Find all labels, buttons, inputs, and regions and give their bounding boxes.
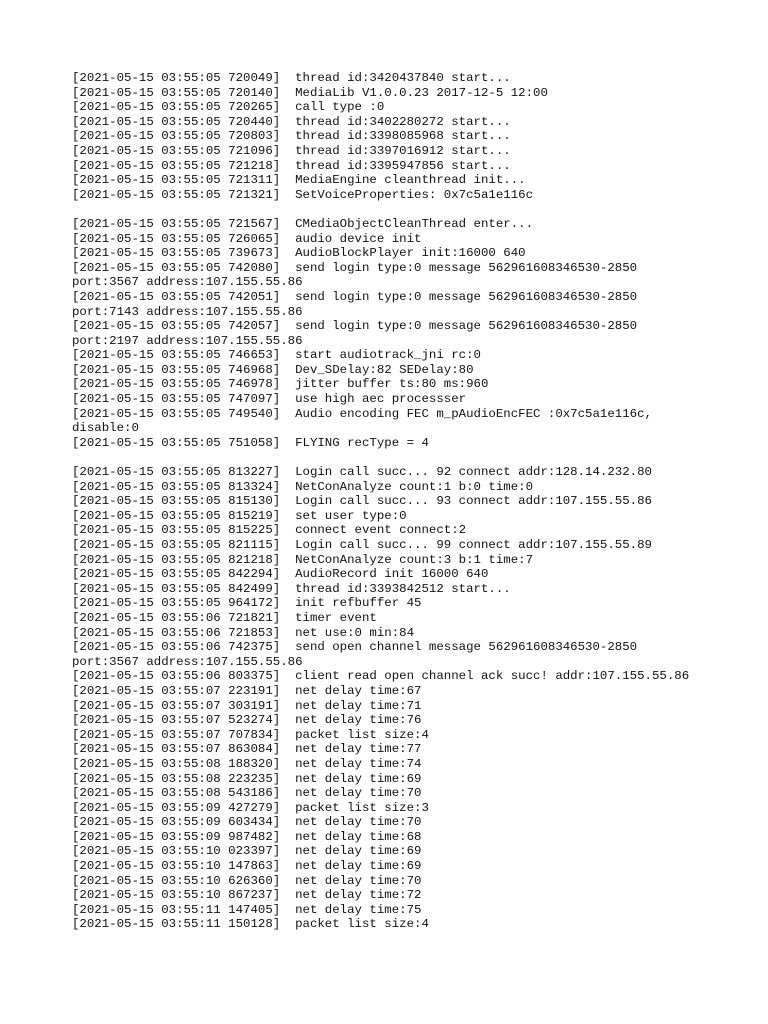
log-line: port:7143 address:107.155.55.86	[72, 304, 303, 319]
log-line: [2021-05-15 03:55:05 721311] MediaEngine cleanthread init...	[72, 173, 526, 188]
log-line: port:2197 address:107.155.55.86	[72, 333, 303, 348]
log-line: [2021-05-15 03:55:10 867237] net delay time:72	[72, 888, 422, 903]
log-line: port:3567 address:107.155.55.86	[72, 275, 303, 290]
log-line: [2021-05-15 03:55:07 223191] net delay time:67	[72, 683, 422, 698]
log-line: [2021-05-15 03:55:08 188320] net delay time:74	[72, 756, 422, 771]
log-line: [2021-05-15 03:55:06 803375] client read open channel ack succ! addr:107.155.55.86	[72, 669, 690, 684]
log-line: [2021-05-15 03:55:05 746978] jitter buffer ts:80 ms:960	[72, 377, 489, 392]
log-line: [2021-05-15 03:55:05 742051] send login type:0 message 562961608346530-2850	[72, 289, 638, 304]
log-line: [2021-05-15 03:55:05 720440] thread id:3402280272 start...	[72, 114, 511, 129]
log-line: [2021-05-15 03:55:07 303191] net delay time:71	[72, 698, 422, 713]
log-line: port:3567 address:107.155.55.86	[72, 654, 303, 669]
document-page	[72, 71, 732, 932]
log-line: [2021-05-15 03:55:05 842294] AudioRecord init 16000 640	[72, 567, 489, 582]
log-line: [2021-05-15 03:55:08 223235] net delay time:69	[72, 771, 422, 786]
log-line: [2021-05-15 03:55:05 821218] NetConAnalyze count:3 b:1 time:7	[72, 552, 534, 567]
log-line: [2021-05-15 03:55:10 147863] net delay time:69	[72, 859, 422, 874]
log-line: [2021-05-15 03:55:05 746653] start audiotrack_jni rc:0	[72, 348, 481, 363]
log-line: [2021-05-15 03:55:05 726065] audio device init	[72, 231, 422, 246]
log-line: [2021-05-15 03:55:06 721853] net use:0 min:84	[72, 625, 415, 640]
log-line: [2021-05-15 03:55:10 023397] net delay time:69	[72, 844, 422, 859]
log-line: [2021-05-15 03:55:09 427279] packet list size:3	[72, 800, 429, 815]
log-line: [2021-05-15 03:55:05 742057] send login type:0 message 562961608346530-2850	[72, 319, 638, 334]
log-line: [2021-05-15 03:55:09 987482] net delay time:68	[72, 829, 422, 844]
log-line: [2021-05-15 03:55:05 721321] SetVoiceProperties: 0x7c5a1e116c	[72, 187, 534, 202]
log-line: [2021-05-15 03:55:05 739673] AudioBlockPlayer init:16000 640	[72, 246, 526, 261]
log-line: [2021-05-15 03:55:05 813324] NetConAnalyze count:1 b:0 time:0	[72, 479, 534, 494]
log-line: disable:0	[72, 421, 139, 436]
blank-line	[72, 450, 732, 465]
log-line: [2021-05-15 03:55:05 721096] thread id:3397016912 start...	[72, 143, 511, 158]
log-line: [2021-05-15 03:55:05 720265] call type :0	[72, 100, 385, 115]
log-line: [2021-05-15 03:55:05 720140] MediaLib V1.0.0.23 2017-12-5 12:00	[72, 85, 548, 100]
log-line: [2021-05-15 03:55:06 742375] send open channel message 562961608346530-2850	[72, 640, 638, 655]
log-line: [2021-05-15 03:55:05 720049] thread id:3420437840 start...	[72, 71, 511, 85]
log-line: [2021-05-15 03:55:05 821115] Login call succ... 99 connect addr:107.155.55.89	[72, 538, 652, 552]
log-line: [2021-05-15 03:55:06 721821] timer event	[72, 610, 377, 625]
log-line: [2021-05-15 03:55:05 746968] Dev_SDelay:82 SEDelay:80	[72, 362, 474, 377]
log-text	[72, 71, 732, 932]
log-line: [2021-05-15 03:55:05 813227] Login call succ... 92 connect addr:128.14.232.80	[72, 465, 652, 480]
log-line: [2021-05-15 03:55:05 747097] use high aec processser	[72, 392, 467, 407]
log-line: [2021-05-15 03:55:05 815130] Login call succ... 93 connect addr:107.155.55.86	[72, 494, 652, 509]
log-line: [2021-05-15 03:55:05 721567] CMediaObjectCleanThread enter...	[72, 216, 534, 231]
log-line: [2021-05-15 03:55:07 863084] net delay time:77	[72, 742, 422, 757]
log-line: [2021-05-15 03:55:05 742080] send login type:0 message 562961608346530-2850	[72, 260, 638, 275]
log-line: [2021-05-15 03:55:10 626360] net delay time:70	[72, 873, 422, 888]
log-line: [2021-05-15 03:55:05 720803] thread id:3398085968 start...	[72, 129, 511, 144]
log-line: [2021-05-15 03:55:05 815219] set user type:0	[72, 508, 407, 523]
log-line: [2021-05-15 03:55:11 150128] packet list size:4	[72, 917, 429, 932]
log-line: [2021-05-15 03:55:08 543186] net delay time:70	[72, 786, 422, 801]
log-line: [2021-05-15 03:55:05 964172] init refbuffer 45	[72, 596, 422, 611]
log-line: [2021-05-15 03:55:05 842499] thread id:3393842512 start...	[72, 581, 511, 596]
log-line: [2021-05-15 03:55:07 523274] net delay time:76	[72, 713, 422, 728]
log-line: [2021-05-15 03:55:09 603434] net delay time:70	[72, 815, 422, 830]
log-line: [2021-05-15 03:55:05 749540] Audio encoding FEC m_pAudioEncFEC :0x7c5a1e116c,	[72, 406, 652, 421]
log-line: [2021-05-15 03:55:05 815225] connect event connect:2	[72, 523, 467, 538]
log-line: [2021-05-15 03:55:07 707834] packet list size:4	[72, 727, 429, 742]
log-line: [2021-05-15 03:55:05 751058] FLYING recType = 4	[72, 435, 429, 450]
blank-line	[72, 202, 732, 217]
log-line: [2021-05-15 03:55:11 147405] net delay time:75	[72, 902, 422, 917]
log-line: [2021-05-15 03:55:05 721218] thread id:3395947856 start...	[72, 158, 511, 173]
